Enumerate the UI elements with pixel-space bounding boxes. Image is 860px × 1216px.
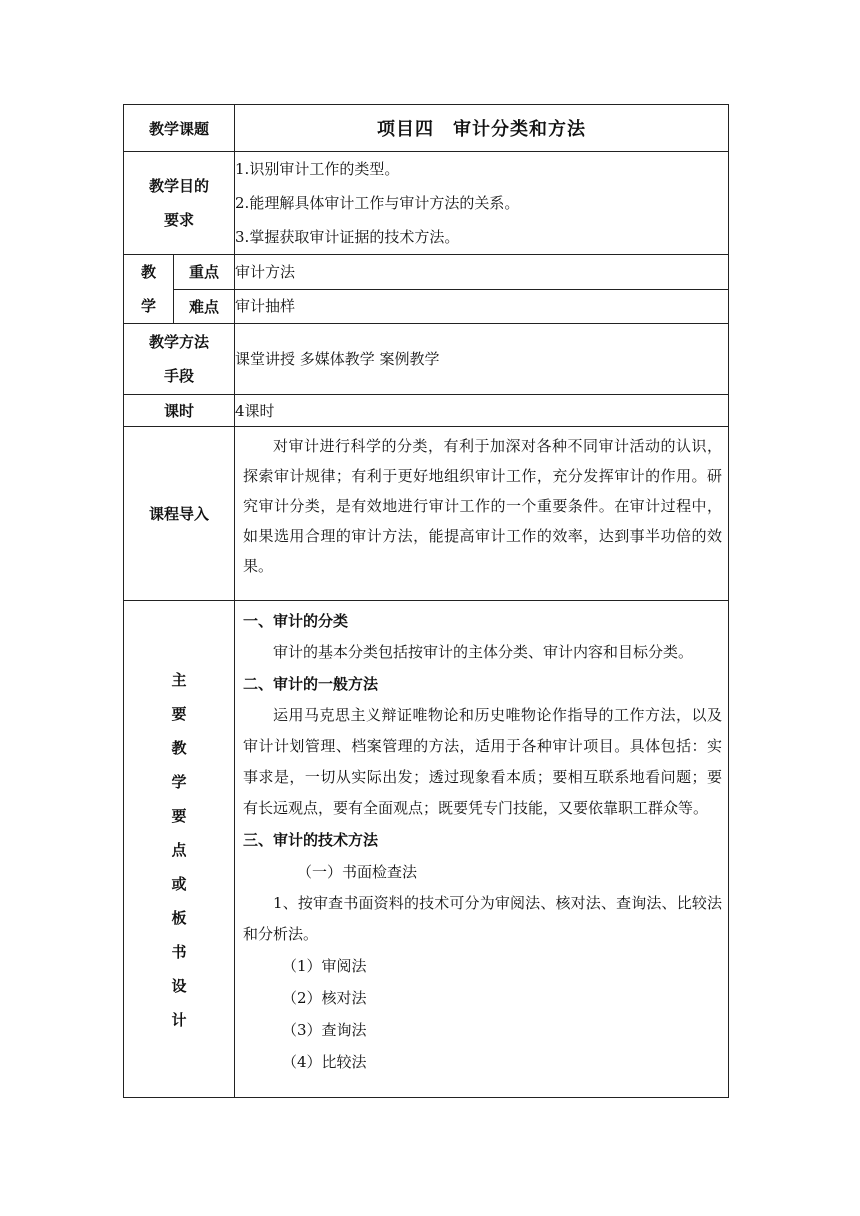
objectives-label-line2: 要求 xyxy=(164,211,195,229)
main-label-char: 书 xyxy=(171,943,187,961)
teaching-group-label xyxy=(124,255,174,324)
section3-heading: 三、审计的技术方法 xyxy=(243,831,379,849)
method-item: （2）核对法 xyxy=(282,989,367,1007)
topic-label: 教学课题 xyxy=(124,105,235,152)
key-point-label: 重点 xyxy=(174,255,235,290)
main-label-char: 要 xyxy=(171,705,187,723)
method-item: （1）审阅法 xyxy=(282,957,367,975)
section1-text: 审计的基本分类包括按审计的主体分类、审计内容和目标分类。 xyxy=(273,643,694,661)
main-label-char: 板 xyxy=(171,909,187,927)
objective-item: 3.掌握获取审计证据的技术方法。 xyxy=(235,228,460,246)
difficulty-label: 难点 xyxy=(174,289,235,324)
intro-text: 对审计进行科学的分类，有利于加深对各种不同审计活动的认识，探索审计规律；有利于更好地组织审计工作，充分发挥审计的作用。研究审计分类，是有效地进行审计工作的一个重要条件。在审计过程中，如果选用合理的审计方法，能提高审计工作的效率，达到事半功倍的效果。 xyxy=(243,437,723,575)
key-point-row xyxy=(124,255,729,290)
intro-label: 课程导入 xyxy=(124,427,235,601)
intro-row xyxy=(124,427,729,601)
methods-label-line1: 教学方法 xyxy=(149,333,210,351)
main-label-char: 设 xyxy=(171,977,187,995)
objectives-row xyxy=(124,152,729,255)
intro-cell xyxy=(235,427,729,601)
main-content-label xyxy=(124,601,235,1098)
subsection1-heading: （一）书面检查法 xyxy=(297,863,418,881)
main-label-char: 或 xyxy=(171,875,187,893)
methods-label-line2: 手段 xyxy=(164,367,195,385)
method-item: （4）比较法 xyxy=(282,1053,367,1071)
section2-text: 运用马克思主义辩证唯物论和历史唯物论作指导的工作方法，以及审计计划管理、档案管理的方法，适用于各种审计项目。具体包括：实事求是，一切从实际出发；透过现象看本质；要相互联系地看问题；要有长远观点，要有全面观点；既要凭专门技能，又要依靠职工群众等。 xyxy=(243,706,723,817)
main-label-char: 要 xyxy=(171,807,187,825)
objectives-label-line1: 教学目的 xyxy=(149,177,210,195)
main-label-char: 计 xyxy=(171,1011,187,1029)
main-label-char: 教 xyxy=(171,739,187,757)
section2-heading: 二、审计的一般方法 xyxy=(243,675,379,693)
point1-text: 1、按审查书面资料的技术可分为审阅法、核对法、查询法、比较法和分析法。 xyxy=(243,894,723,943)
objective-item: 1.识别审计工作的类型。 xyxy=(235,160,400,178)
lesson-title: 项目四 审计分类和方法 xyxy=(235,105,729,152)
difficulty-value: 审计抽样 xyxy=(235,289,729,324)
key-point-value: 审计方法 xyxy=(235,255,729,290)
method-item: （3）查询法 xyxy=(282,1021,367,1039)
difficulty-row xyxy=(124,289,729,324)
teaching-group-char1: 教 xyxy=(140,263,156,281)
main-content-row xyxy=(124,601,729,1098)
methods-value: 课堂讲授 多媒体教学 案例教学 xyxy=(235,324,729,395)
lesson-plan-table xyxy=(123,104,729,1098)
hours-row xyxy=(124,395,729,427)
main-label-char: 学 xyxy=(171,773,187,791)
methods-row xyxy=(124,324,729,395)
main-label-char: 点 xyxy=(171,841,187,859)
hours-label: 课时 xyxy=(124,395,235,427)
title-row xyxy=(124,105,729,152)
methods-label xyxy=(124,324,235,395)
objectives-list xyxy=(235,152,729,255)
objective-item: 2.能理解具体审计工作与审计方法的关系。 xyxy=(235,194,520,212)
section1-heading: 一、审计的分类 xyxy=(243,612,349,630)
main-label-char: 主 xyxy=(171,671,187,689)
main-content xyxy=(235,601,729,1098)
objectives-label xyxy=(124,152,235,255)
hours-value: 4课时 xyxy=(235,395,729,427)
teaching-group-char2: 学 xyxy=(140,297,156,315)
